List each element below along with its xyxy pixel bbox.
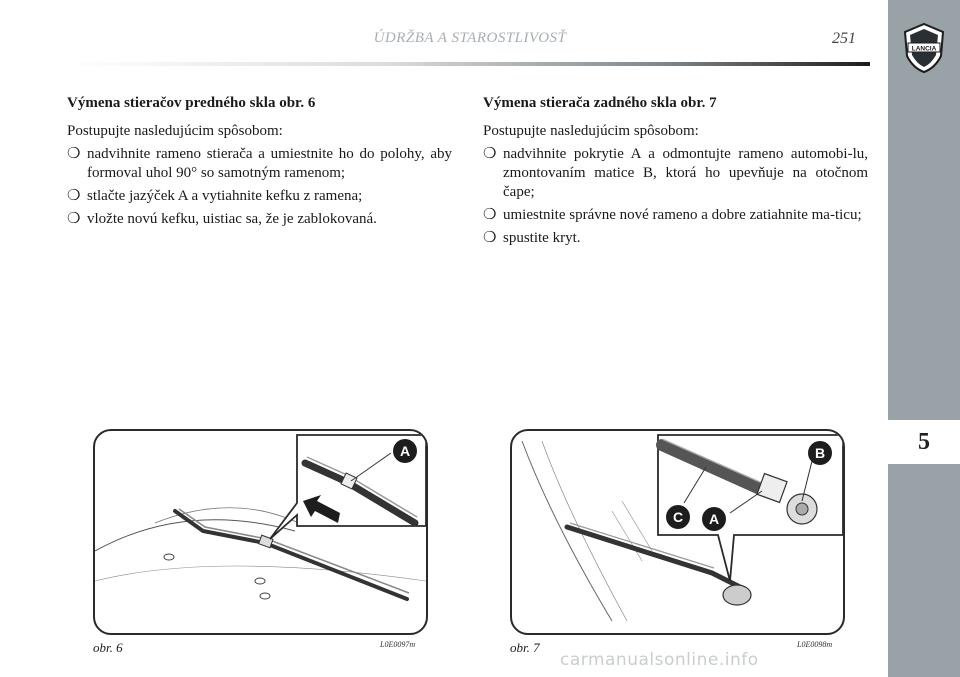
- step-text: vložte novú kefku, uistiac sa, že je zablokovaná.: [87, 211, 377, 227]
- circle-bullet-icon: ❍: [483, 230, 497, 246]
- rear-wiper-section: [483, 94, 868, 252]
- figure-rear-wiper: [510, 429, 845, 635]
- chapter-sidebar: [888, 0, 960, 677]
- list-item: [483, 206, 868, 225]
- callout-b: B: [814, 445, 826, 461]
- figure-code: L0E0097m: [380, 640, 416, 649]
- circle-bullet-icon: ❍: [483, 146, 497, 162]
- section-intro: Postupujte nasledujúcim spôsobom:: [67, 123, 283, 139]
- step-text: nadvihnite pokrytie A a odmontujte rameno automobi-lu, zmontovaním matice B, ktorá ho upevňuje na otočnom čape;: [503, 146, 868, 200]
- circle-bullet-icon: ❍: [67, 188, 81, 204]
- logo-text: LANCIA: [911, 45, 937, 53]
- step-text: spustite kryt.: [503, 230, 581, 246]
- figure-caption: obr. 7: [510, 640, 540, 655]
- list-item: [67, 210, 452, 229]
- list-item: [483, 145, 868, 202]
- header-divider: [64, 62, 870, 66]
- rear-wiper-illustration: [512, 431, 843, 633]
- step-text: nadvihnite rameno stierača a umiestnite ho do polohy, aby formoval uhol 90° so samotným ramenom;: [87, 146, 452, 181]
- page-number: 251: [832, 30, 856, 47]
- step-text: stlačte jazýček A a vytiahnite kefku z ramena;: [87, 188, 363, 204]
- front-wiper-section: [67, 94, 452, 233]
- page-header-title: ÚDRŽBA A STAROSTLIVOSŤ: [373, 30, 567, 46]
- figure-front-wiper: [93, 429, 428, 635]
- chapter-tab[interactable]: [888, 420, 960, 464]
- watermark: carmanualsonline.info: [560, 650, 759, 670]
- figure-caption: obr. 6: [93, 640, 123, 655]
- list-item: [67, 187, 452, 206]
- list-item: [483, 229, 868, 248]
- figure-code: L0E0098m: [797, 640, 833, 649]
- list-item: [67, 145, 452, 183]
- chapter-number: 5: [918, 428, 930, 455]
- step-list: [483, 145, 868, 248]
- circle-bullet-icon: ❍: [67, 211, 81, 227]
- circle-bullet-icon: ❍: [67, 146, 81, 162]
- circle-bullet-icon: ❍: [483, 207, 497, 223]
- section-heading: Výmena stieračov predného skla obr. 6: [67, 95, 316, 111]
- lancia-logo-icon: [901, 22, 947, 74]
- front-wiper-illustration: [95, 431, 426, 633]
- callout-c: C: [672, 509, 684, 525]
- callout-a: A: [708, 511, 720, 527]
- step-text: umiestnite správne nové rameno a dobre zatiahnite ma-ticu;: [503, 207, 862, 223]
- section-heading: Výmena stierača zadného skla obr. 7: [483, 95, 717, 111]
- callout-a: A: [399, 443, 411, 459]
- step-list: [67, 145, 452, 229]
- section-intro: Postupujte nasledujúcim spôsobom:: [483, 123, 699, 139]
